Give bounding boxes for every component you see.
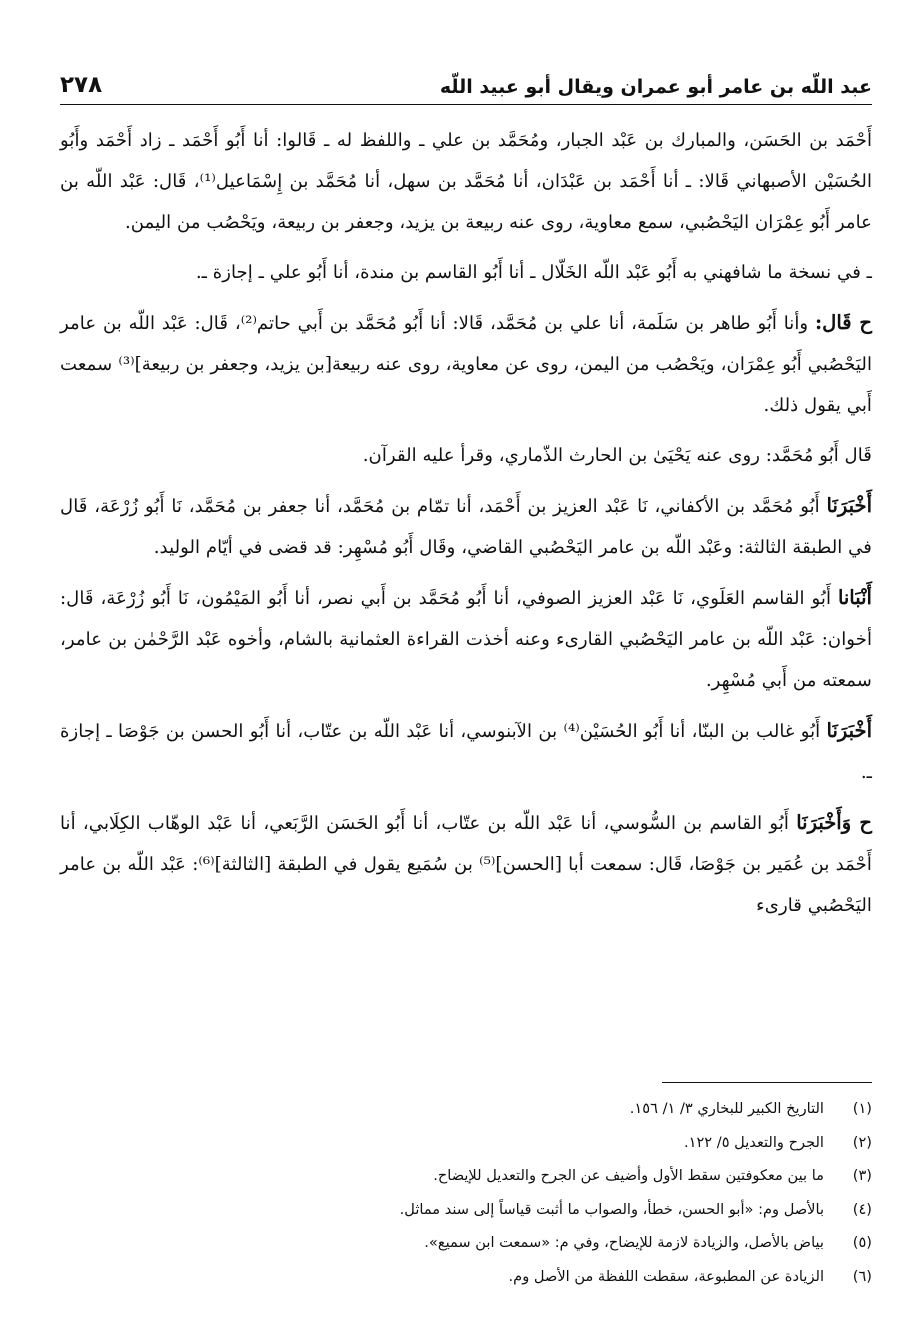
paragraph <box>60 120 872 243</box>
footnote-text: بالأصل وم: «أبو الحسن، خطأ، والصواب ما أثبت قياساً إلى سند مماثل. <box>399 1200 824 1218</box>
footnote-number: (١) <box>852 1100 872 1117</box>
footnote-text: التاريخ الكبير للبخاري ٣/ ١/ ١٥٦. <box>629 1100 824 1117</box>
footnotes <box>60 1092 872 1293</box>
paragraph-lead: أَخْبَرَنَا <box>826 494 872 517</box>
footnote <box>60 1092 872 1126</box>
page-number: ٢٧٨ <box>60 72 103 98</box>
footnote-divider <box>662 1082 872 1083</box>
footnote-text: الزيادة عن المطبوعة، سقطت اللفظة من الأصل وم. <box>508 1267 824 1285</box>
paragraph <box>60 302 872 426</box>
paragraph <box>60 710 872 793</box>
paragraph-text: أَبُو القاسم العَلَوي، نَا عَبْد العزيز الصوفي، أنا أَبُو مُحَمَّد بن أَبي نصر، أنا أَبُو المَيْمُون، نَا أَبُو زُرْعَة، قَال: أخوان: عَبْد اللّه بن عامر اليَحْصُبي القارىء وعنه أخذت القراءة العثمانية بالشام، وأخوه عَبْد الرَّحْمٰن بن عامر، سمعته من أَبي مُسْهِر. <box>60 588 872 691</box>
running-title: عبد اللّه بن عامر أبو عمران ويقال أبو عبيد اللّه <box>439 76 872 98</box>
footnote-text: الجرح والتعديل ٥/ ١٢٢. <box>683 1133 824 1151</box>
footnote <box>60 1159 872 1193</box>
paragraph-lead: أَخْبَرَنَا <box>826 719 872 742</box>
paragraph-text: وأنا أَبُو طاهر بن سَلَمة، أنا علي بن مُحَمَّد، قَالا: أنا أَبُو مُحَمَّد بن أَبي حاتم⁽²⁾، قَال: عَبْد اللّه بن عامر اليَحْصُبي أَبُو عِمْرَان، ويَحْصُب من اليمن، روى عن معاوية، روى عنه ربيعة[بن يزيد، وجعفر بن ربيعة]⁽³⁾ سمعت أَبي يقول ذلك. <box>60 313 872 416</box>
paragraph-text: ـ في نسخة ما شافهني به أَبُو عَبْد اللّه الخَلّال ـ أنا أَبُو القاسم بن مندة، أنا أَبُو علي ـ إجازة ـ. <box>195 262 872 283</box>
paragraph-text: قَال أَبُو مُحَمَّد: روى عنه يَحْيَىٰ بن الحارث الذّماري، وقرأ عليه القرآن. <box>362 445 872 466</box>
body-text <box>60 120 872 935</box>
paragraph-text: أَبُو غالب بن البنّا، أنا أَبُو الحُسَيْن⁽⁴⁾ بن الآبنوسي، أنا عَبْد اللّه بن عتّاب، أنا أَبُو الحسن بن جَوْصَا ـ إجازة ـ. <box>60 721 872 783</box>
footnote <box>60 1193 872 1227</box>
paragraph-text: أَبُو القاسم بن السُّوسي، أنا عَبْد اللّه بن عتّاب، أنا أَبُو الحَسَن الرَّبَعي، أنا عَبْد الوهّاب الكِلَابي، أنا أَحْمَد بن عُمَير بن جَوْصَا، قَال: سمعت أبا [الحسن]⁽⁵⁾ بن سُمَيع يقول في الطبقة [الثالثة]⁽⁶⁾: عَبْد اللّه بن عامر اليَحْصُبي قارىء <box>60 813 872 916</box>
footnote-number: (٤) <box>852 1200 872 1218</box>
footnote <box>60 1260 872 1294</box>
paragraph-text: أَحْمَد بن الحَسَن، والمبارك بن عَبْد الجبار، ومُحَمَّد بن علي ـ واللفظ له ـ قَالوا: أنا أَبُو أَحْمَد ـ زاد أَحْمَد وأَبُو الحُسَيْن الأصبهاني قَالا: ـ أنا أَحْمَد بن عَبْدَان، أنا مُحَمَّد بن سهل، أنا مُحَمَّد بن إِسْمَاعيل⁽¹⁾، قَال: عَبْد اللّه بن عامر أَبُو عِمْرَان اليَحْصُبي، سمع معاوية، روى عنه ربيعة بن يزيد، وجعفر بن ربيعة، ويَحْصُب من اليمن. <box>60 130 872 233</box>
paragraph <box>60 577 872 701</box>
paragraph <box>60 485 872 568</box>
paragraph-lead: أَنْبَانا <box>837 586 872 609</box>
footnote <box>60 1226 872 1260</box>
paragraph <box>60 435 872 476</box>
paragraph <box>60 802 872 926</box>
footnote-text: ما بين معكوفتين سقط الأول وأضيف عن الجرح والتعديل للإيضاح. <box>433 1167 824 1184</box>
paragraph-text: أَبُو مُحَمَّد بن الأكفاني، نَا عَبْد العزيز بن أَحْمَد، أنا تمّام بن مُحَمَّد، أنا جعفر بن مُحَمَّد، نَا أَبُو زُرْعَة، قَال في الطبقة الثالثة: وعَبْد اللّه بن عامر اليَحْصُبي القاضي، وقَال أَبُو مُسْهِر: قد قضى في أيّام الوليد. <box>60 496 872 558</box>
footnote <box>60 1126 872 1160</box>
footnote-text: بياض بالأصل، والزيادة لازمة للإيضاح، وفي م: «سمعت ابن سميع». <box>424 1234 824 1251</box>
paragraph-lead: ح قَال: <box>814 311 872 334</box>
page-header <box>60 58 872 105</box>
footnote-number: (٢) <box>852 1133 872 1151</box>
footnote-number: (٥) <box>852 1234 872 1251</box>
footnote-number: (٦) <box>852 1267 872 1285</box>
paragraph-lead: ح وَأَخْبَرَنَا <box>796 811 872 834</box>
paragraph <box>60 252 872 293</box>
footnote-number: (٣) <box>852 1167 872 1184</box>
